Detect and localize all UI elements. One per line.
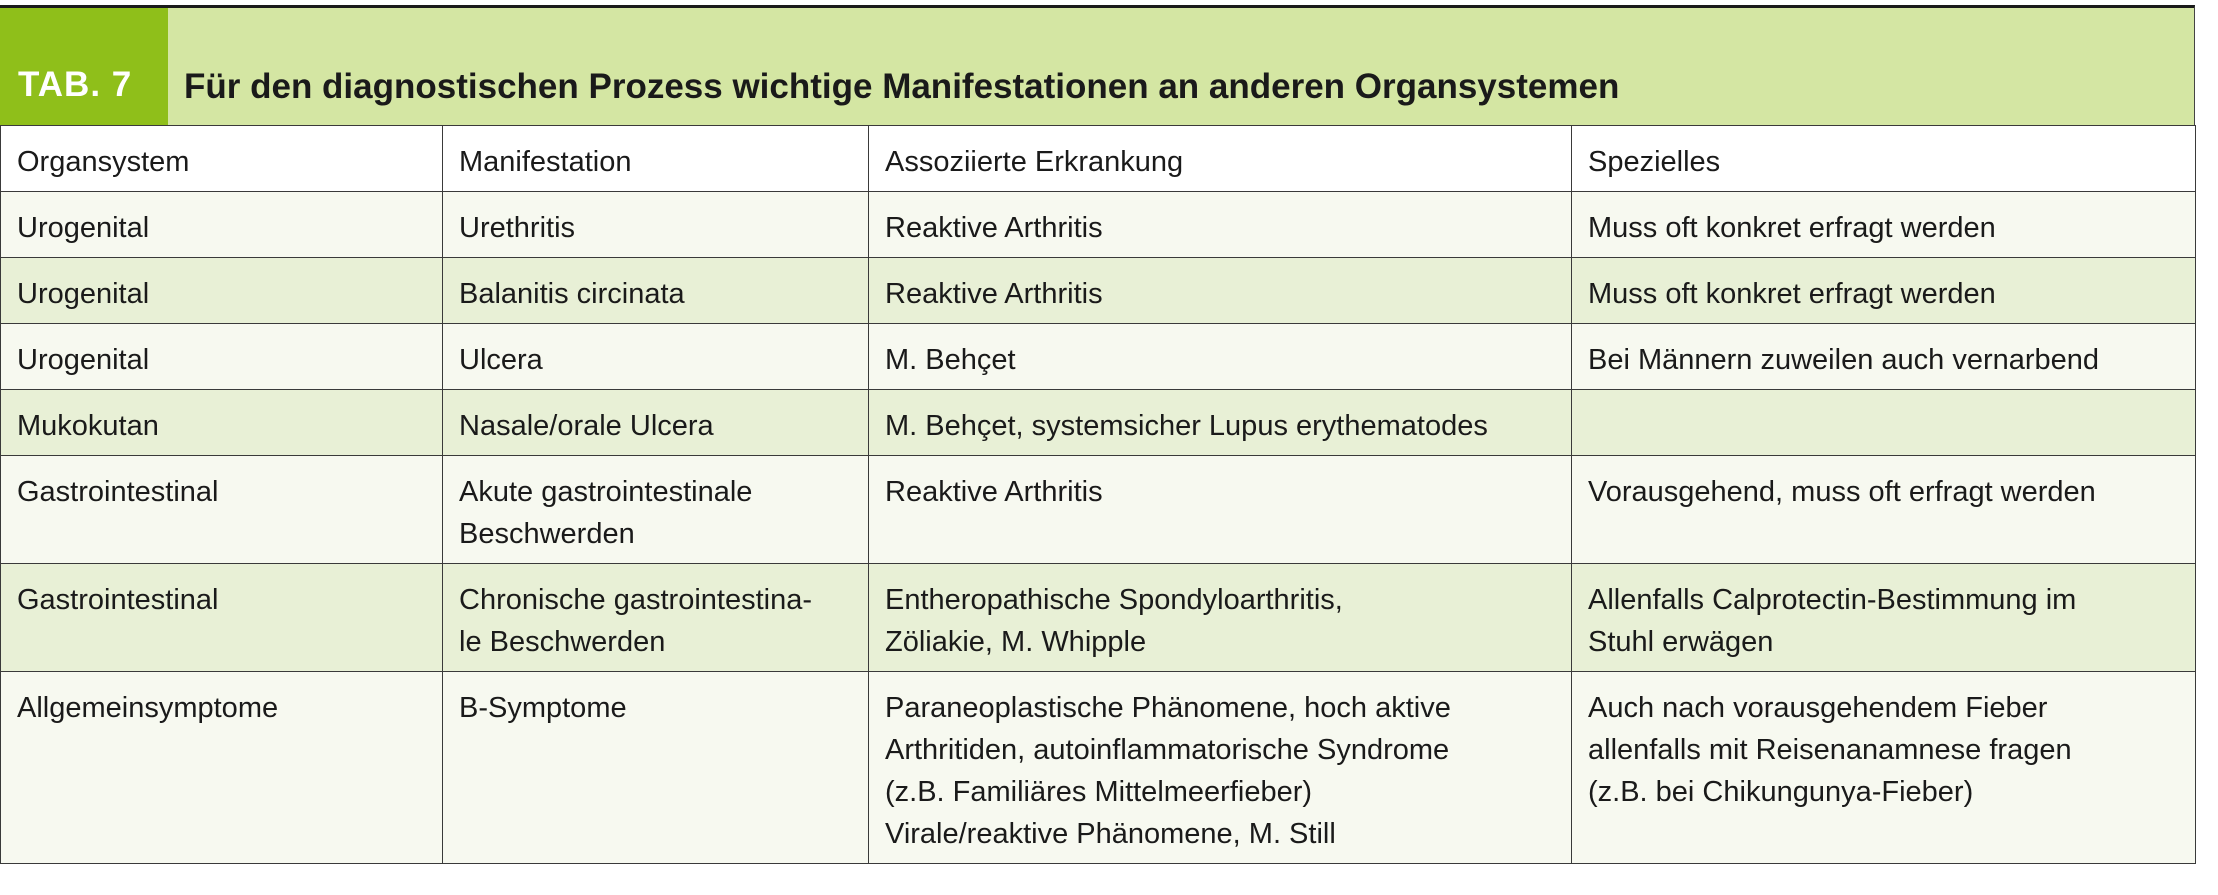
cell-erkrankung <box>869 258 1572 324</box>
table-title-bar <box>0 5 2195 125</box>
cell-line: Arthritiden, autoinflammatorische Syndrome <box>885 734 1450 766</box>
cell-manifestation <box>443 258 869 324</box>
cell-line: Stuhl erwägen <box>1588 626 1774 658</box>
cell-spezielles <box>1572 456 2196 564</box>
cell-line: Chronische gastrointestina- <box>459 584 813 616</box>
cell-line: allenfalls mit Reisenanamnese fragen <box>1588 734 2072 766</box>
cell-erkrankung <box>869 672 1572 864</box>
cell-spezielles <box>1572 672 2196 864</box>
manifestations-table <box>0 125 2196 864</box>
cell-line: (z.B. Familiäres Mittelmeerfieber) <box>885 776 1313 808</box>
cell-organsystem <box>1 672 443 864</box>
cell-line: Gastrointestinal <box>17 584 219 616</box>
table-row <box>1 390 2196 456</box>
cell-spezielles <box>1572 192 2196 258</box>
cell-line: Ulcera <box>459 344 543 376</box>
cell-line: Zöliakie, M. Whipple <box>885 626 1147 658</box>
cell-line: Auch nach vorausgehendem Fieber <box>1588 692 2048 724</box>
cell-line: Bei Männern zuweilen auch vernarbend <box>1588 344 2100 376</box>
cell-line: Reaktive Arthritis <box>885 212 1103 244</box>
cell-manifestation <box>443 456 869 564</box>
table-row <box>1 192 2196 258</box>
table-row <box>1 258 2196 324</box>
cell-line: Balanitis circinata <box>459 278 685 310</box>
cell-line: Urogenital <box>17 212 150 244</box>
cell-manifestation <box>443 192 869 258</box>
cell-line: Urethritis <box>459 212 576 244</box>
cell-manifestation <box>443 672 869 864</box>
cell-line: M. Behçet <box>885 344 1016 376</box>
table-title: Für den diagnostischen Prozess wichtige Manifestationen an anderen Organsystemen <box>184 67 1620 106</box>
column-header-manifestation: Manifestation <box>443 126 869 192</box>
column-header-organsystem: Organsystem <box>1 126 443 192</box>
cell-erkrankung <box>869 564 1572 672</box>
cell-line: Muss oft konkret erfragt werden <box>1588 212 1996 244</box>
cell-line: Gastrointestinal <box>17 476 219 508</box>
cell-line: Nasale/orale Ulcera <box>459 410 714 442</box>
cell-spezielles <box>1572 390 2196 456</box>
column-header-spezielles: Spezielles <box>1572 126 2196 192</box>
cell-line: B-Symptome <box>459 692 627 724</box>
cell-line: Muss oft konkret erfragt werden <box>1588 278 1996 310</box>
cell-line: Allenfalls Calprotectin-Bestimmung im <box>1588 584 2077 616</box>
header-row <box>1 126 2196 192</box>
cell-manifestation <box>443 390 869 456</box>
cell-organsystem <box>1 456 443 564</box>
cell-line: le Beschwerden <box>459 626 666 658</box>
cell-manifestation <box>443 564 869 672</box>
column-header-erkrankung: Assoziierte Erkrankung <box>869 126 1572 192</box>
cell-organsystem <box>1 324 443 390</box>
table-row <box>1 672 2196 864</box>
cell-erkrankung <box>869 324 1572 390</box>
cell-line: Urogenital <box>17 344 150 376</box>
table-number-label: TAB. 7 <box>0 8 168 125</box>
table-container <box>0 5 2195 864</box>
table-row <box>1 456 2196 564</box>
cell-line: Paraneoplastische Phänomene, hoch aktive <box>885 692 1451 724</box>
cell-organsystem <box>1 192 443 258</box>
cell-line: Vorausgehend, muss oft erfragt werden <box>1588 476 2096 508</box>
cell-line: Reaktive Arthritis <box>885 278 1103 310</box>
cell-erkrankung <box>869 390 1572 456</box>
cell-spezielles <box>1572 258 2196 324</box>
cell-organsystem <box>1 258 443 324</box>
cell-erkrankung <box>869 456 1572 564</box>
cell-organsystem <box>1 390 443 456</box>
cell-spezielles <box>1572 324 2196 390</box>
cell-line: M. Behçet, systemsicher Lupus erythematodes <box>885 410 1488 442</box>
cell-line: Virale/reaktive Phänomene, M. Still <box>885 818 1336 850</box>
cell-line: Allgemeinsymptome <box>17 692 279 724</box>
cell-line: (z.B. bei Chikungunya-Fieber) <box>1588 776 1974 808</box>
table-row <box>1 324 2196 390</box>
cell-erkrankung <box>869 192 1572 258</box>
cell-manifestation <box>443 324 869 390</box>
cell-line: Akute gastrointestinale <box>459 476 753 508</box>
cell-line: Reaktive Arthritis <box>885 476 1103 508</box>
cell-line: Entheropathische Spondyloarthritis, <box>885 584 1343 616</box>
cell-line: Mukokutan <box>17 410 159 442</box>
cell-line: Beschwerden <box>459 518 635 550</box>
table-row <box>1 564 2196 672</box>
cell-line: Urogenital <box>17 278 150 310</box>
cell-spezielles <box>1572 564 2196 672</box>
cell-organsystem <box>1 564 443 672</box>
